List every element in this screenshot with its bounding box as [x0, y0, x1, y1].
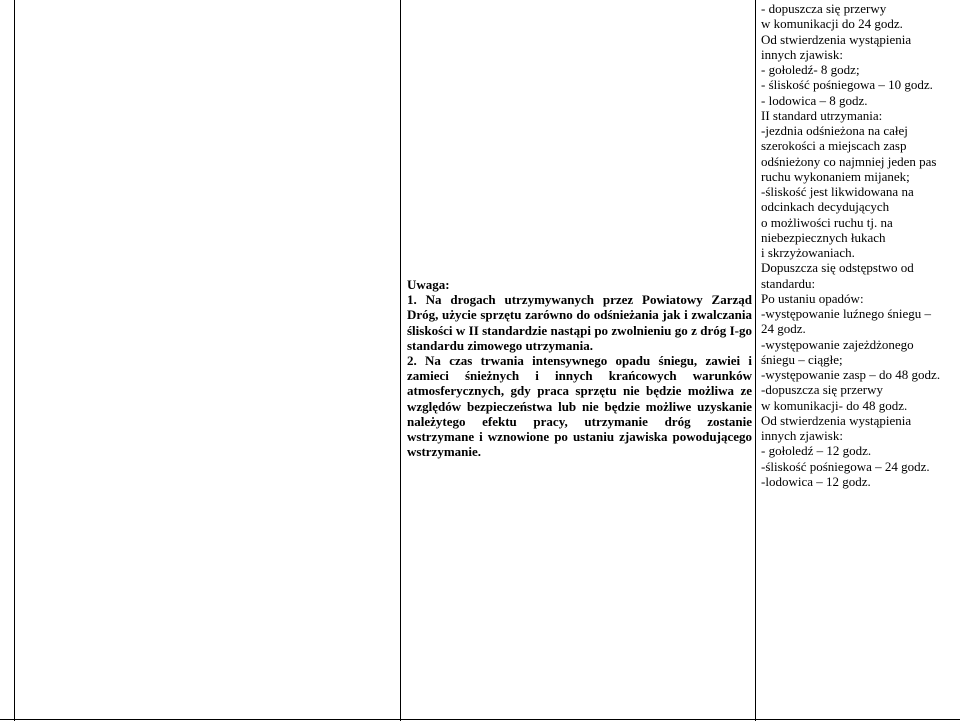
standards-line: i skrzyżowaniach.: [761, 245, 855, 260]
table-border-left: [14, 0, 15, 721]
standards-line: -dopuszcza się przerwy: [761, 382, 883, 398]
standards-line: -lodowica – 12 godz.: [761, 473, 871, 489]
standards-line: - lodowica – 8 godz.: [761, 92, 868, 108]
standards-line: - dopuszcza się przerwy: [761, 1, 887, 16]
standards-line: -występowanie luźnego śniegu –: [761, 306, 932, 321]
standards-line: w komunikacji do 24 godz.: [761, 16, 903, 32]
standards-cell: [761, 1, 957, 489]
standards-line: - gołoledź – 12 godz.: [761, 443, 872, 459]
standards-line: w komunikacji- do 48 godz.: [761, 397, 908, 413]
standards-line: o możliwości ruchu tj. na: [761, 214, 893, 230]
standards-line: Od stwierdzenia wystąpienia: [761, 412, 912, 428]
standards-line: śniegu – ciągłe;: [761, 351, 843, 367]
standards-line: standardu:: [761, 275, 816, 291]
standards-line: odcinkach decydujących: [761, 199, 890, 215]
standards-line: -występowanie zajeżdżonego: [761, 336, 914, 352]
standards-line: Po ustaniu opadów:: [761, 290, 864, 306]
note-paragraph-1: 1. Na drogach utrzymywanych przez Powiatowy Zarząd Dróg, użycie sprzętu zarówno do odśnieżania jak i zwalczania śliskości w II standardzie nastąpi po zwolnieniu go z dróg I-go standardu zimowego utrzymania.: [407, 292, 752, 353]
column-divider-1: [400, 0, 401, 721]
note-heading: Uwaga:: [407, 277, 450, 292]
standards-line: ruchu wykonaniem mijanek;: [761, 168, 910, 184]
standards-line: odśnieżony co najmniej jeden pas: [761, 153, 937, 169]
standards-line: -śliskość jest likwidowana na: [761, 184, 914, 199]
standards-line: szerokości a miejscach zasp: [761, 138, 907, 154]
standards-line: innych zjawisk:: [761, 428, 843, 443]
note-cell: [407, 277, 752, 459]
standards-line: - gołoledź- 8 godz;: [761, 62, 860, 77]
table-border-bottom: [0, 719, 960, 720]
standards-line: niebezpiecznych łukach: [761, 229, 886, 245]
standards-line: Dopuszcza się odstępstwo od: [761, 260, 914, 276]
standards-line: -śliskość pośniegowa – 24 godz.: [761, 458, 930, 474]
standards-line: innych zjawisk:: [761, 46, 843, 62]
standards-line: Od stwierdzenia wystąpienia: [761, 31, 912, 47]
standards-line: - śliskość pośniegowa – 10 godz.: [761, 77, 933, 93]
standards-line: -jezdnia odśnieżona na całej: [761, 123, 908, 138]
column-divider-2: [755, 0, 756, 721]
note-paragraph-2: 2. Na czas trwania intensywnego opadu śniegu, zawiei i zamieci śnieżnych i innych krańcowych warunków atmosferycznych, gdy praca sprzętu nie będzie możliwa ze względów bezpieczeństwa lub nie będzie możliwe uzyskanie należytego efektu pracy, utrzymanie dróg zostanie wstrzymane i wznowione po ustaniu zjawiska powodującego wstrzymanie.: [407, 353, 752, 460]
standards-line: II standard utrzymania:: [761, 107, 883, 123]
standards-line: 24 godz.: [761, 321, 806, 337]
standards-line: -występowanie zasp – do 48 godz.: [761, 367, 941, 382]
